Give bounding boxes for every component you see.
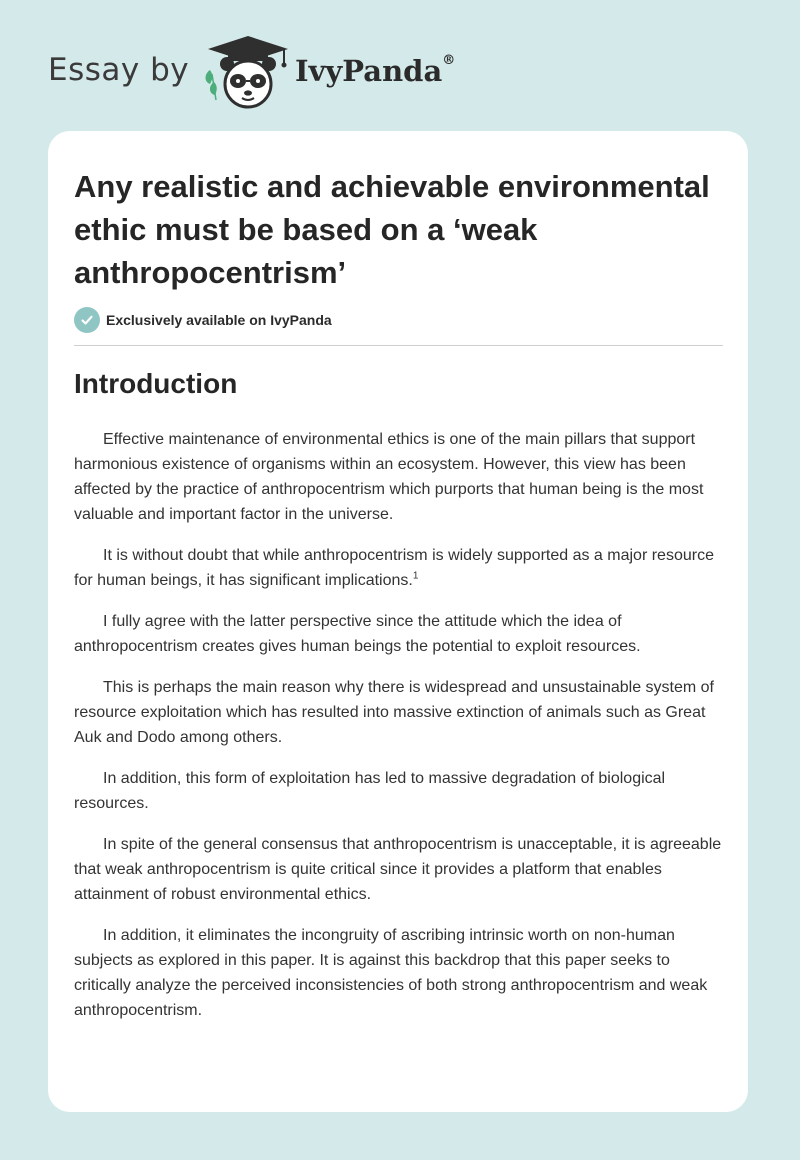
paragraph: This is perhaps the main reason why there is widespread and unsustainable system of resource exploitation which has resulted into massive extinction of animals such as Great Auk and Dodo among others. [74, 679, 714, 746]
badge-label: Exclusively available on IvyPanda [106, 312, 332, 328]
panda-logo-icon[interactable] [200, 34, 296, 110]
site-header [48, 34, 748, 114]
paragraph-text: It is without doubt that while anthropocentrism is widely supported as a major resource for human beings, it has significant implications. [74, 547, 714, 589]
essay-by-label: Essay by [48, 52, 190, 88]
paragraph: Effective maintenance of environmental ethics is one of the main pillars that support harmonious existence of organisms within an ecosystem. However, this view has been affected by the practice of anthropocentrism which purports that human being is the most valuable and important factor in the universe. [74, 431, 704, 523]
paragraph: In spite of the general consensus that anthropocentrism is unacceptable, it is agreeable that weak anthropocentrism is quite critical since it provides a platform that enables attainment of robust environmental ethics. [74, 836, 722, 903]
footnote-link[interactable]: 1 [412, 570, 419, 582]
registered-mark: ® [442, 53, 456, 69]
ivy-leaf-icon [206, 70, 217, 100]
essay-card [48, 131, 748, 1112]
paragraph: In addition, this form of exploitation has led to massive degradation of biological resources. [74, 770, 666, 812]
paragraph: I fully agree with the latter perspective since the attitude which the idea of anthropocentrism creates gives human beings the potential to exploit resources. [74, 613, 641, 655]
section-heading: Introduction [74, 368, 238, 399]
brand-label: IvyPanda [295, 54, 443, 88]
paragraph: In addition, it eliminates the incongruity of ascribing intrinsic worth on non-human subjects as explored in this paper. It is against this backdrop that this paper seeks to critically analyze the perceived inconsistencies of both strong anthropocentrism and weak anthropocentrism. [74, 927, 708, 1019]
exclusive-badge [74, 307, 332, 333]
check-icon [74, 307, 100, 333]
brand-name[interactable] [295, 54, 455, 88]
paragraph [74, 543, 726, 593]
essay-body [74, 427, 726, 1039]
divider [74, 345, 723, 346]
page-title: Any realistic and achievable environmental ethic must be based on a ‘weak anthropocentrism’ [74, 169, 710, 290]
